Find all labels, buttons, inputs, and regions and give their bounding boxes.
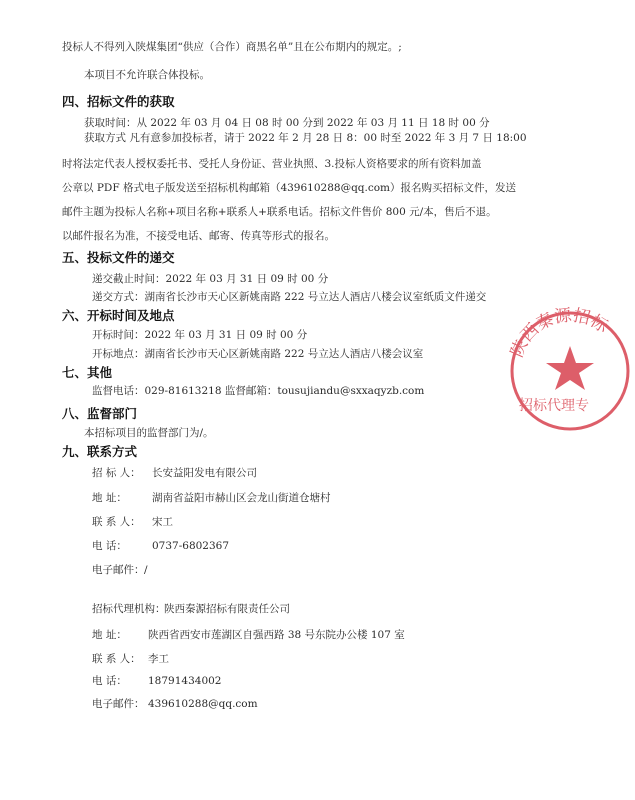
agency-phone-value: 18791434002 [148,675,222,687]
agency-phone-label: 电 话： [92,675,127,687]
agency-value: 陕西秦源招标有限责任公司 [164,603,290,615]
seal-star-icon [546,346,594,390]
intro-line-2: 本项目不允许联合体投标。 [84,69,210,81]
section-4-heading: 四、招标文件的获取 [62,94,175,109]
agency-label: 招标代理机构： [92,603,166,615]
section-6-heading: 六、开标时间及地点 [62,308,175,323]
seal-top-text: 陕西秦源招标 [507,306,612,361]
acquire-method-line-3: 公章以 PDF 格式电子版发送至招标机构邮箱（439610288@qq.com）报名购买招标文件，发送 [62,182,517,194]
agency-email-label: 电子邮件： [92,698,145,710]
agency-contact-label: 联 系 人： [92,653,141,665]
supervision-contact: 监督电话：029-81613218 监督邮箱：tousujiandu@sxxaqyzb.com [92,385,425,397]
contact-value: 宋工 [152,516,173,528]
section-8-heading: 八、监督部门 [62,406,138,421]
agency-address-label: 地 址： [92,629,127,641]
opening-place: 开标地点：湖南省长沙市天心区新姚南路 222 号立达人酒店八楼会议室 [92,348,424,360]
agency-email-value: 439610288@qq.com [148,698,258,710]
company-seal [505,306,635,436]
submit-deadline: 递交截止时间：2022 年 03 月 31 日 09 时 00 分 [92,273,329,285]
phone-label: 电 话： [92,540,127,552]
tenderer-label: 招 标 人： [92,467,141,479]
contact-label: 联 系 人： [92,516,141,528]
seal-mid-text: 招标代理专 [519,398,589,414]
email-label: 电子邮件： [92,564,145,576]
intro-line-1: 投标人不得列入陕煤集团“供应（合作）商黑名单”且在公布期内的规定。; [62,41,402,53]
address-value: 湖南省益阳市赫山区会龙山街道仓塘村 [152,492,331,504]
acquire-method-line-4: 邮件主题为投标人名称+项目名称+联系人+联系电话。招标文件售价 800 元/本，售后不退。 [62,206,497,218]
phone-value: 0737-6802367 [152,540,230,552]
section-5-heading: 五、投标文件的递交 [62,250,175,265]
acquire-method-line-2: 时将法定代表人授权委托书、受托人身份证、营业执照、3.投标人资格要求的所有资料加盖 [62,158,482,170]
agency-address-value: 陕西省西安市莲湖区自强西路 38 号东院办公楼 107 室 [148,629,405,641]
acquire-time: 获取时间：从 2022 年 03 月 04 日 08 时 00 分到 2022 年 03 月 11 日 18 时 00 分 [84,117,490,129]
acquire-method-line-5: 以邮件报名为准，不接受电话、邮寄、传真等形式的报名。 [62,230,335,242]
address-label: 地 址： [92,492,127,504]
agency-contact-value: 李工 [148,653,169,665]
opening-time: 开标时间：2022 年 03 月 31 日 09 时 00 分 [92,329,308,341]
acquire-method-line-1: 获取方式 凡有意参加投标者，请于 2022 年 2 月 28 日 8：00 时至 2022 年 3 月 7 日 18:00 [84,132,527,144]
submit-method: 递交方式：湖南省长沙市天心区新姚南路 222 号立达人酒店八楼会议室纸质文件递交 [92,291,487,303]
tenderer-value: 长安益阳发电有限公司 [152,467,257,479]
email-value: / [144,564,148,576]
section-7-heading: 七、其他 [62,365,113,380]
section-9-heading: 九、联系方式 [62,444,138,459]
supervision-dept: 本招标项目的监督部门为/。 [84,427,214,439]
